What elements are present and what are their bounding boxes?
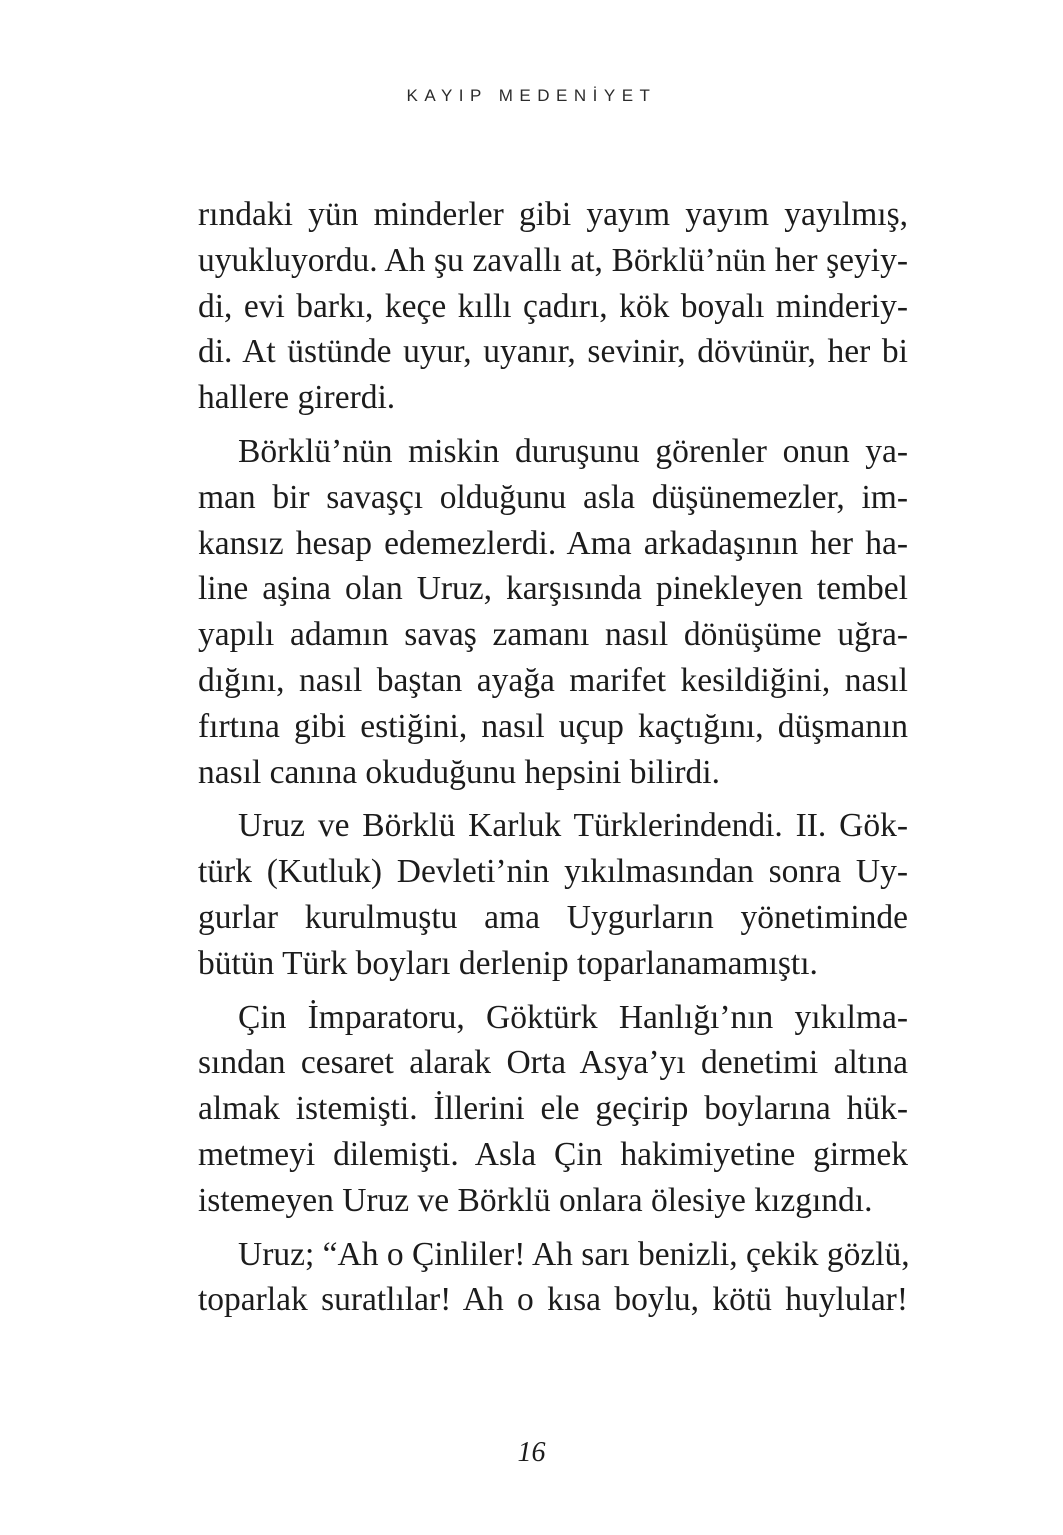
text-line: istemeyen Uruz ve Börklü onlara ölesiye kızgındı. xyxy=(198,1181,873,1219)
text-line: toparlak suratlılar! Ah o kısa boylu, kötü huylular! xyxy=(198,1281,908,1319)
paragraph-4 xyxy=(198,995,908,1224)
text-line: man bir savaşçı olduğunu asla düşünemezler, im- xyxy=(198,478,908,516)
text-line: Uruz; “Ah o Çinliler! Ah sarı benizli, çekik gözlü, xyxy=(238,1235,910,1273)
text-line: bütün Türk boyları derlenip toparlanamamıştı. xyxy=(198,944,818,982)
text-line: di. At üstünde uyur, uyanır, sevinir, dövünür, her bi xyxy=(198,333,908,371)
running-header: KAYIP MEDENİYET xyxy=(406,86,657,105)
text-line: kansız hesap edemezlerdi. Ama arkadaşının her ha- xyxy=(198,524,908,562)
paragraph-1 xyxy=(198,192,908,421)
text-line: Çin İmparatoru, Göktürk Hanlığı’nın yıkılma- xyxy=(238,998,908,1036)
text-line: dığını, nasıl baştan ayağa marifet kesildiğini, nasıl xyxy=(198,661,908,699)
text-line: Uruz ve Börklü Karluk Türklerindendi. II. Gök- xyxy=(238,807,908,845)
text-line: almak istemişti. İllerini ele geçirip boylarına hük- xyxy=(198,1090,908,1128)
text-line: rındaki yün minderler gibi yayım yayım yayılmış, xyxy=(198,196,908,233)
paragraph-2 xyxy=(198,429,908,795)
text-line: yapılı adamın savaş zamanı nasıl dönüşüme uğra- xyxy=(198,616,908,654)
text-line: gurlar kurulmuştu ama Uygurların yönetiminde xyxy=(198,898,908,936)
text-line: uyukluyordu. Ah şu zavallı at, Börklü’nün her şeyiy- xyxy=(198,241,908,279)
text-line: di, evi barkı, keçe kıllı çadırı, kök boyalı minderiy- xyxy=(198,287,908,325)
body-text xyxy=(198,192,908,1331)
text-line: fırtına gibi estiğini, nasıl uçup kaçtığını, düşmanın xyxy=(198,707,908,745)
text-line: line aşina olan Uruz, karşısında pinekleyen tembel xyxy=(198,570,908,608)
text-line: sından cesaret alarak Orta Asya’yı denetimi altına xyxy=(198,1044,908,1082)
text-line: Börklü’nün miskin duruşunu görenler onun ya- xyxy=(238,432,908,470)
text-line: türk (Kutluk) Devleti’nin yıkılmasından sonra Uy- xyxy=(198,853,908,891)
paragraph-3 xyxy=(198,803,908,986)
page-number: 16 xyxy=(517,1437,546,1468)
text-line: hallere girerdi. xyxy=(198,379,396,417)
text-line: nasıl canına okuduğunu hepsini bilirdi. xyxy=(198,753,720,791)
text-line: metmeyi dilemişti. Asla Çin hakimiyetine girmek xyxy=(198,1135,908,1173)
paragraph-5 xyxy=(198,1232,908,1324)
